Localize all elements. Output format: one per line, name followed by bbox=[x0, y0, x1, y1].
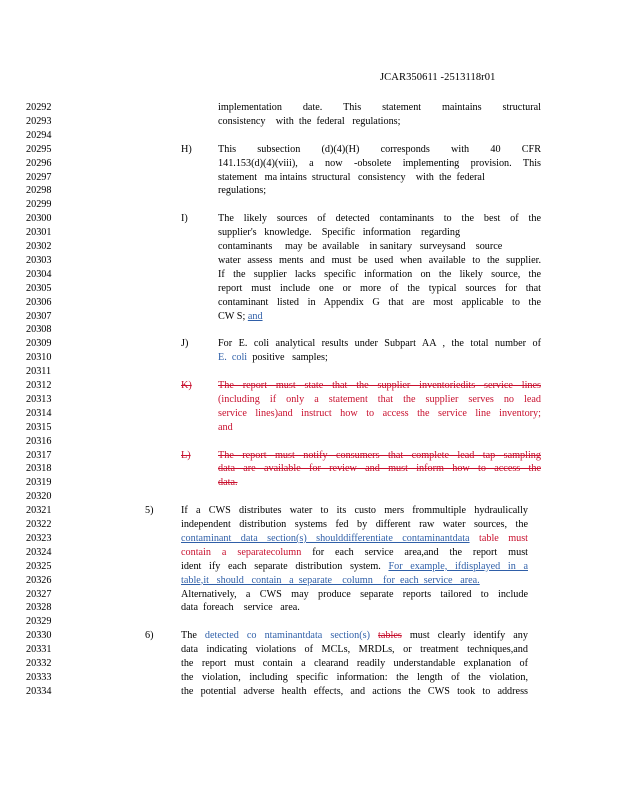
line-number: 20325 bbox=[26, 560, 52, 572]
text-segment: CW S; bbox=[218, 310, 248, 322]
line-number: 20331 bbox=[26, 644, 52, 656]
line-number: 20321 bbox=[26, 505, 52, 517]
document-line bbox=[0, 490, 618, 504]
line-number: 20306 bbox=[26, 296, 52, 308]
line-text bbox=[181, 671, 528, 685]
line-text bbox=[218, 310, 541, 324]
text-segment: The bbox=[181, 630, 205, 642]
line-text bbox=[181, 657, 528, 671]
line-text bbox=[181, 601, 528, 615]
line-number: 20324 bbox=[26, 546, 52, 558]
line-number: 20293 bbox=[26, 115, 52, 127]
line-number: 20309 bbox=[26, 338, 52, 350]
document-line bbox=[0, 421, 618, 435]
text-segment: consistency with the federal regulations; bbox=[218, 115, 401, 127]
line-text bbox=[218, 268, 541, 282]
text-segment: and bbox=[218, 421, 233, 433]
line-text bbox=[218, 449, 541, 463]
document-line bbox=[0, 226, 618, 240]
text-segment: service lines)and instruct how to access the service line inventory; bbox=[218, 407, 541, 419]
line-text bbox=[218, 393, 541, 407]
document-line bbox=[0, 615, 618, 629]
document-line bbox=[0, 351, 618, 365]
document-line bbox=[0, 157, 618, 171]
line-number: 20298 bbox=[26, 185, 52, 197]
line-text bbox=[218, 101, 541, 115]
text-segment: The likely sources of detected contaminants to the best of the bbox=[218, 213, 541, 225]
line-text bbox=[181, 518, 528, 532]
line-number: 20304 bbox=[26, 268, 52, 280]
document-line bbox=[0, 629, 618, 643]
line-number: 20310 bbox=[26, 352, 52, 364]
line-number: 20332 bbox=[26, 658, 52, 669]
line-text bbox=[218, 337, 541, 351]
inserted-text: and bbox=[247, 310, 263, 322]
item-label: I) bbox=[181, 213, 188, 225]
document-line bbox=[0, 671, 618, 685]
line-text bbox=[218, 407, 541, 421]
text-segment: 141.153(d)(4)(viii), a now -obsolete implementing provision. This bbox=[218, 157, 541, 169]
text-segment: supplier's knowledge. Specific information regarding bbox=[218, 227, 461, 239]
line-text bbox=[218, 351, 541, 365]
line-number: 20308 bbox=[26, 324, 52, 336]
deleted-text: data are available for review and must inform how to access the bbox=[218, 463, 541, 475]
line-number: 20312 bbox=[26, 380, 52, 391]
line-text bbox=[218, 157, 541, 171]
document-id-header: JCAR350611 -2513118r01 bbox=[380, 72, 496, 83]
text-segment: This subsection (d)(4)(H) corresponds with 40 CFR bbox=[218, 143, 541, 155]
text-segment: the report must contain a clearand readily understandable explanation of bbox=[181, 658, 528, 669]
text-segment: must clearly identify any bbox=[401, 630, 528, 642]
line-number: 20307 bbox=[26, 310, 52, 322]
text-segment: contaminant listed in Appendix G that are most applicable to the bbox=[218, 296, 541, 308]
line-text bbox=[218, 143, 541, 157]
text-segment: detected co ntaminantdata section(s) bbox=[204, 630, 370, 642]
document-line bbox=[0, 407, 618, 421]
line-number: 20313 bbox=[26, 393, 52, 405]
deleted-text: The report must state that the supplier inventoriedits service lines bbox=[218, 380, 541, 391]
line-number: 20327 bbox=[26, 588, 52, 600]
line-text bbox=[218, 226, 541, 240]
line-text bbox=[218, 476, 541, 490]
text-segment: data foreach service area. bbox=[181, 602, 300, 614]
text-segment bbox=[370, 630, 378, 641]
line-text bbox=[181, 504, 528, 518]
document-line bbox=[0, 143, 618, 157]
line-text bbox=[218, 115, 541, 129]
line-text bbox=[218, 421, 541, 435]
document-line bbox=[0, 476, 618, 490]
line-number: 20328 bbox=[26, 602, 52, 614]
line-number: 20330 bbox=[26, 630, 52, 642]
document-line bbox=[0, 449, 618, 463]
line-text bbox=[181, 546, 528, 560]
line-number: 20295 bbox=[26, 143, 52, 155]
line-number: 20294 bbox=[26, 129, 52, 141]
document-line bbox=[0, 504, 618, 518]
line-number: 20301 bbox=[26, 227, 52, 239]
item-label: H) bbox=[181, 143, 192, 155]
line-text bbox=[181, 643, 528, 657]
document-line bbox=[0, 254, 618, 268]
line-text bbox=[218, 462, 541, 476]
document-line bbox=[0, 365, 618, 379]
line-number: 20318 bbox=[26, 463, 52, 475]
line-number: 20322 bbox=[26, 519, 52, 530]
document-line bbox=[0, 588, 618, 602]
inserted-text: table,it should contain a separate column for each service area. bbox=[181, 574, 480, 586]
line-number: 20303 bbox=[26, 254, 52, 266]
line-text bbox=[218, 282, 541, 296]
text-segment: data indicating violations of MCLs, MRDLs, or treatment techniques,and bbox=[181, 644, 528, 656]
document-line bbox=[0, 184, 618, 198]
deleted-text: The report must notify consumers that complete lead tap sampling bbox=[218, 449, 541, 461]
text-segment: contain a separatecolumn bbox=[181, 546, 302, 558]
document-line bbox=[0, 268, 618, 282]
line-text bbox=[218, 240, 541, 254]
text-segment: Alternatively, a CWS may produce separate reports tailored to include bbox=[181, 588, 528, 600]
text-segment: contaminants may be available in sanitary surveysand source bbox=[218, 241, 503, 252]
document-line bbox=[0, 643, 618, 657]
item-label: 5) bbox=[145, 505, 154, 517]
document-line bbox=[0, 337, 618, 351]
line-text bbox=[181, 588, 528, 602]
document-line bbox=[0, 574, 618, 588]
document-line bbox=[0, 171, 618, 185]
text-segment: statement ma intains structural consistency with the federal bbox=[218, 171, 485, 183]
line-number: 20300 bbox=[26, 213, 52, 225]
inserted-text: contaminant data section(s) shoulddifferentiate contaminantdata bbox=[181, 532, 470, 544]
line-number: 20319 bbox=[26, 477, 52, 489]
document-line bbox=[0, 323, 618, 337]
line-text bbox=[218, 184, 541, 198]
item-label: 6) bbox=[145, 630, 154, 642]
line-text bbox=[181, 560, 528, 574]
line-number: 20292 bbox=[26, 102, 52, 113]
document-line bbox=[0, 601, 618, 615]
line-number: 20302 bbox=[26, 241, 52, 252]
line-number: 20329 bbox=[26, 616, 52, 628]
line-text bbox=[218, 254, 541, 268]
line-number: 20326 bbox=[26, 574, 52, 586]
text-segment: report must include one or more of the typical sources for that bbox=[218, 282, 541, 294]
text-segment bbox=[470, 533, 479, 544]
text-segment: for each service area,and the report must bbox=[301, 546, 528, 558]
inserted-text: For example, ifdisplayed in a bbox=[388, 560, 528, 572]
document-line bbox=[0, 115, 618, 129]
document-line bbox=[0, 560, 618, 574]
line-text bbox=[218, 379, 541, 393]
text-segment: E. coli bbox=[218, 352, 248, 364]
document-line bbox=[0, 657, 618, 671]
line-text bbox=[218, 171, 541, 185]
item-label: L) bbox=[181, 449, 191, 461]
text-segment: the potential adverse health effects, and actions the CWS took to address bbox=[181, 685, 528, 697]
document-line bbox=[0, 282, 618, 296]
line-number: 20323 bbox=[26, 532, 52, 544]
item-label: J) bbox=[181, 338, 189, 350]
text-segment: If the supplier lacks specific information on the likely source, the bbox=[218, 268, 541, 280]
line-number: 20317 bbox=[26, 449, 52, 461]
line-number: 20314 bbox=[26, 407, 52, 419]
document-line bbox=[0, 198, 618, 212]
document-line bbox=[0, 101, 618, 115]
text-segment: (including if only a statement that the supplier serves no lead bbox=[218, 393, 541, 405]
line-number: 20316 bbox=[26, 435, 52, 447]
document-line bbox=[0, 393, 618, 407]
text-segment: For E. coli analytical results under Subpart AA , the total number of bbox=[218, 338, 541, 350]
document-line bbox=[0, 212, 618, 226]
line-text bbox=[218, 296, 541, 310]
line-text bbox=[181, 685, 528, 699]
text-segment: the violation, including specific information: the length of the violation, bbox=[181, 671, 528, 683]
document-line bbox=[0, 129, 618, 143]
text-segment: positive samples; bbox=[247, 352, 328, 364]
text-segment: table must bbox=[479, 532, 529, 544]
line-number: 20333 bbox=[26, 671, 52, 683]
deleted-text: data. bbox=[218, 477, 238, 489]
document-line bbox=[0, 310, 618, 324]
line-number: 20315 bbox=[26, 421, 52, 433]
document-line bbox=[0, 546, 618, 560]
document-line bbox=[0, 518, 618, 532]
line-number: 20334 bbox=[26, 685, 52, 697]
line-number: 20305 bbox=[26, 282, 52, 294]
line-text bbox=[181, 629, 528, 643]
document-line bbox=[0, 379, 618, 393]
line-number: 20297 bbox=[26, 171, 52, 183]
document-line bbox=[0, 532, 618, 546]
document-line bbox=[0, 296, 618, 310]
item-label: K) bbox=[181, 380, 192, 391]
deleted-text: tables bbox=[378, 630, 402, 642]
line-text bbox=[181, 532, 528, 546]
text-segment: water assess ments and must be used when available to the supplier. bbox=[218, 254, 541, 266]
text-segment: regulations; bbox=[218, 185, 267, 197]
line-number: 20311 bbox=[26, 366, 52, 378]
line-text bbox=[218, 212, 541, 226]
text-segment: implementation date. This statement maintains structural bbox=[218, 102, 541, 113]
line-number: 20320 bbox=[26, 491, 52, 503]
document-line bbox=[0, 435, 618, 449]
document-line bbox=[0, 240, 618, 254]
text-segment: If a CWS distributes water to its custo mers frommultiple hydraulically bbox=[181, 505, 528, 517]
line-text bbox=[181, 574, 528, 588]
line-number: 20296 bbox=[26, 157, 52, 169]
document-line bbox=[0, 685, 618, 699]
document-line bbox=[0, 462, 618, 476]
text-segment: independent distribution systems fed by different raw water sources, the bbox=[181, 519, 528, 530]
line-number: 20299 bbox=[26, 199, 52, 211]
text-segment: ident ify each separate distribution system. bbox=[181, 560, 389, 572]
